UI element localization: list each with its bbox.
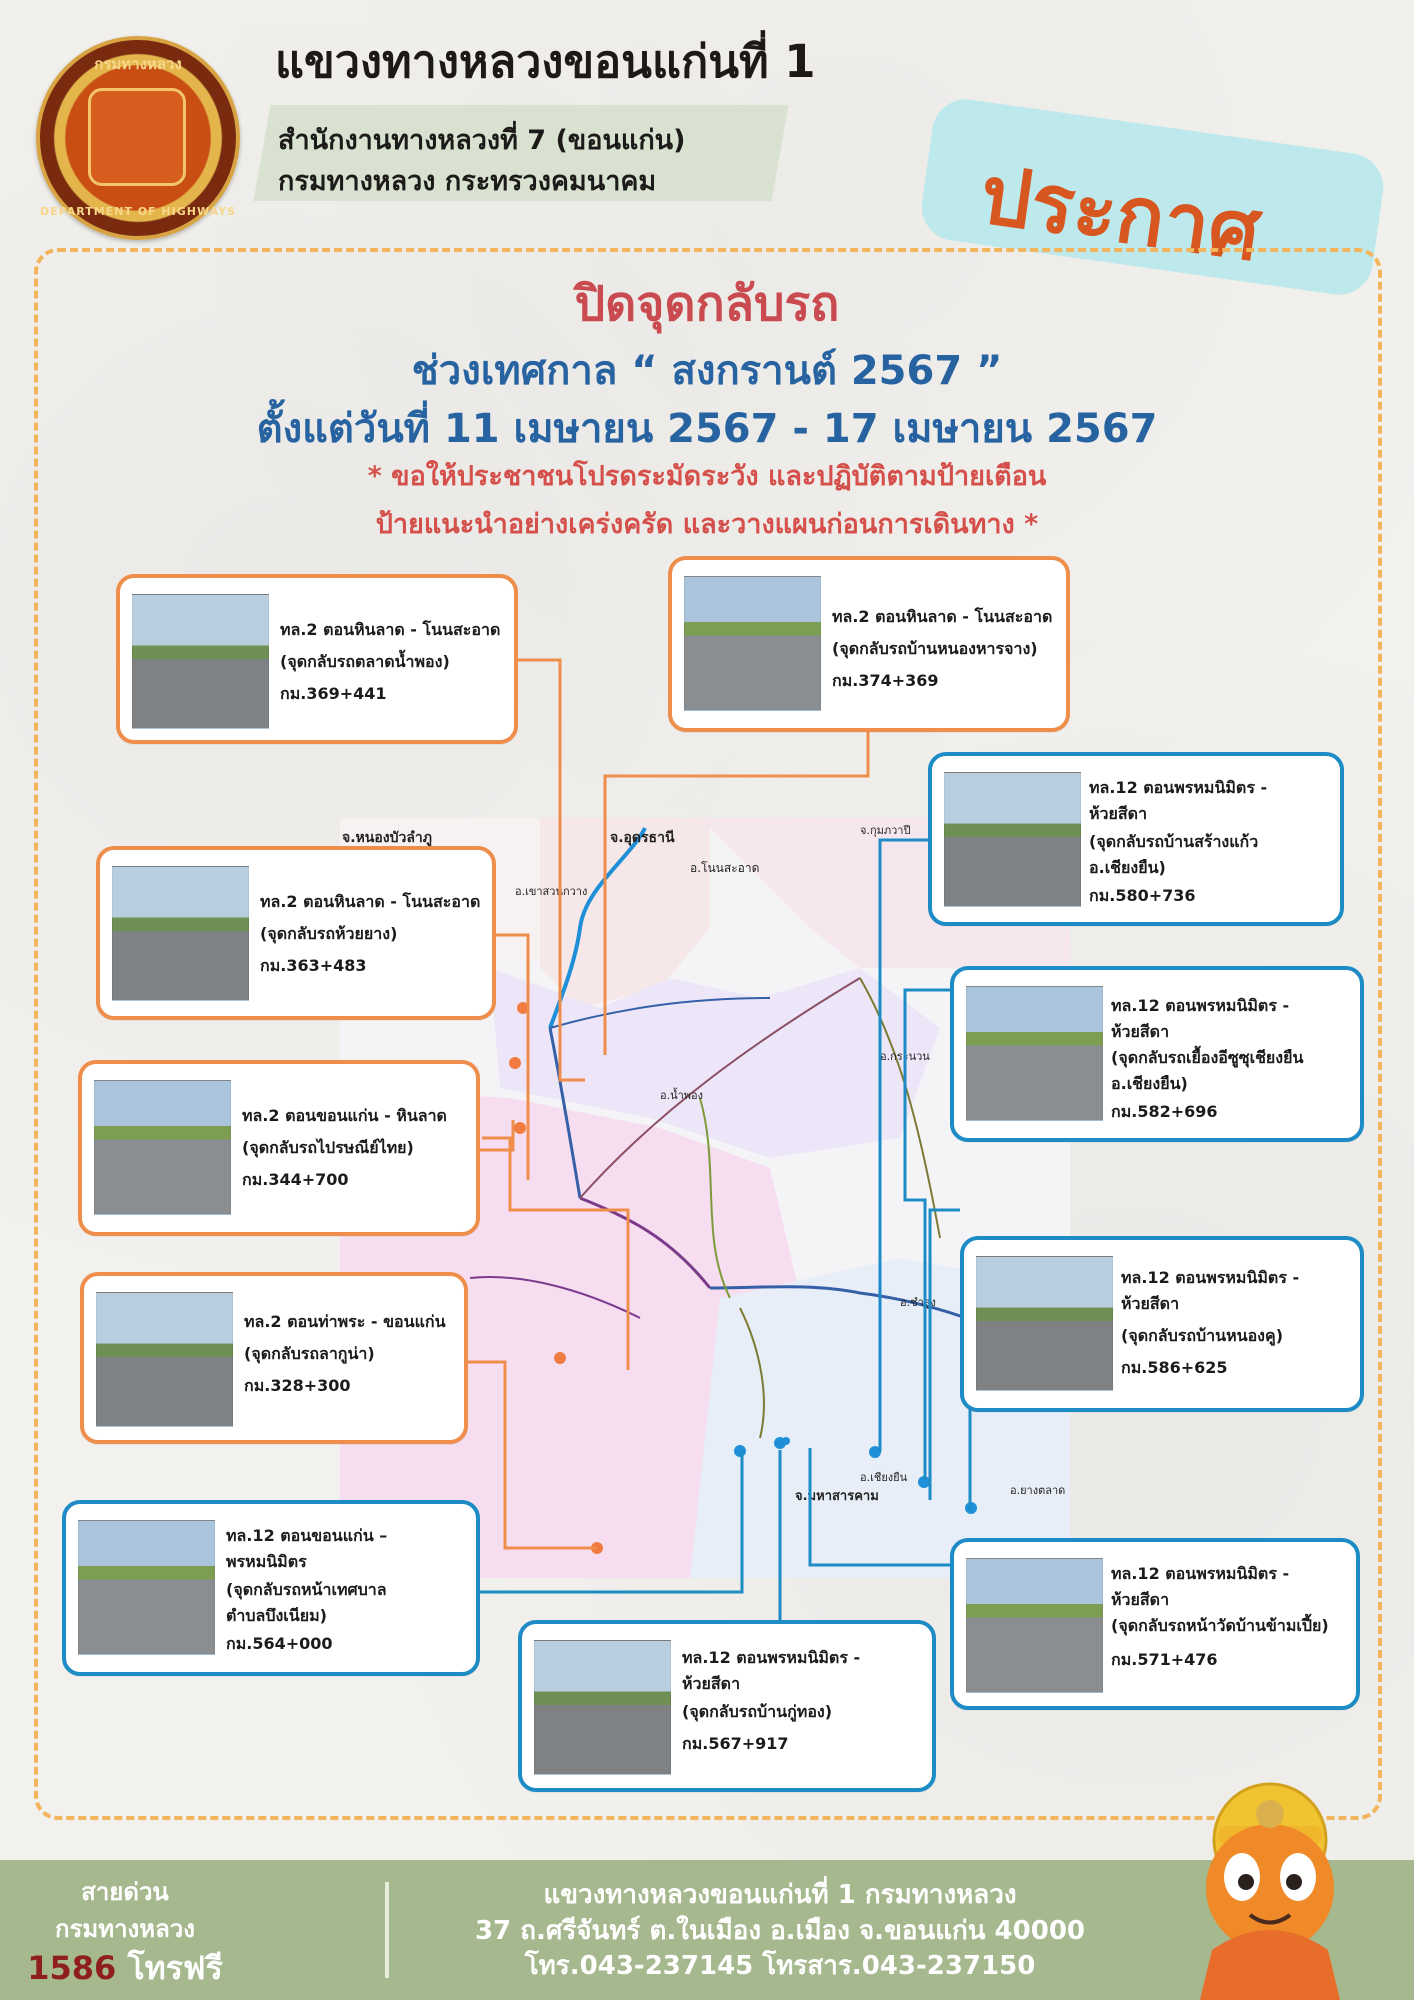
card-4-line-3: กม.344+700 xyxy=(242,1170,349,1189)
card-8-line-2: ห้วยสีดา xyxy=(1121,1294,1180,1313)
connector-2 xyxy=(605,728,868,1055)
card-5-line-1: ทล.2 ตอนท่าพระ - ขอนแก่น xyxy=(244,1312,446,1331)
map-label-11: จ.มหาสารคาม xyxy=(795,1489,879,1504)
map-label-10: อ.ยางตลาด xyxy=(1010,1484,1066,1497)
card-10-line-2: ห้วยสีดา xyxy=(682,1674,741,1693)
logo-bottom-text: DEPARTMENT OF HIGHWAYS xyxy=(40,205,236,218)
uturn-photo-7 xyxy=(966,986,1103,1121)
connector-4 xyxy=(478,1120,513,1150)
card-7-line-4: อ.เชียงยืน) xyxy=(1111,1074,1188,1093)
uturn-photo-5 xyxy=(96,1292,233,1427)
card-6-line-2: ห้วยสีดา xyxy=(1089,804,1148,823)
map-label-4: อ.เขาสวนกวาง xyxy=(515,885,588,898)
map-label-5: จ.กุมภวาปี xyxy=(860,824,911,837)
card-1-line-3: กม.369+441 xyxy=(280,684,387,703)
uturn-card-10[interactable] xyxy=(518,1620,936,1792)
card-10-line-4: กม.567+917 xyxy=(682,1734,789,1753)
card-9-line-2: พรหมนิมิตร xyxy=(226,1552,307,1571)
uturn-card-4[interactable] xyxy=(78,1060,480,1236)
card-2-line-3: กม.374+369 xyxy=(832,671,939,690)
uturn-photo-9 xyxy=(78,1520,215,1655)
connector-5 xyxy=(482,1138,628,1370)
map-label-9: อ.เชียงยืน xyxy=(860,1471,908,1484)
card-3-line-2: (จุดกลับรถห้วยยาง) xyxy=(260,924,398,943)
card-10-line-3: (จุดกลับรถบ้านกู่ทอง) xyxy=(682,1702,833,1721)
hotline-label-1: สายด่วน xyxy=(81,1878,169,1906)
card-6-line-3: (จุดกลับรถบ้านสร้างแก้ว xyxy=(1089,832,1259,851)
card-7-line-3: (จุดกลับรถเยื้องอีซูซุเชียงยืน xyxy=(1111,1048,1304,1067)
uturn-card-3[interactable] xyxy=(96,846,496,1020)
notice-subtitle-1: ช่วงเทศกาล “ สงกรานต์ 2567 ” xyxy=(411,348,1003,394)
footer-divider xyxy=(385,1882,389,1978)
card-5-line-3: กม.328+300 xyxy=(244,1376,351,1395)
card-11-line-1: ทล.12 ตอนพรหมนิมิตร - xyxy=(1111,1564,1290,1583)
card-11-line-2: ห้วยสีดา xyxy=(1111,1590,1170,1609)
connector-8 xyxy=(905,990,950,1480)
office-line-2: 37 ถ.ศรีจันทร์ ต.ในเมือง อ.เมือง จ.ขอนแก่น 40000 xyxy=(474,1916,1086,1946)
uturn-card-9[interactable] xyxy=(62,1500,480,1676)
connector-6 xyxy=(468,1362,597,1548)
uturn-photo-3 xyxy=(112,866,249,1001)
card-3-line-1: ทล.2 ตอนหินลาด - โนนสะอาด xyxy=(260,892,481,911)
subtitle-line-1: สำนักงานทางหลวงที่ 7 (ขอนแก่น) xyxy=(278,125,686,156)
card-5-line-2: (จุดกลับรถลากูน่า) xyxy=(244,1344,375,1363)
card-2-line-1: ทล.2 ตอนหินลาด - โนนสะอาด xyxy=(832,607,1053,626)
card-7-line-5: กม.582+696 xyxy=(1111,1102,1218,1121)
map-label-6: อ.กระนวน xyxy=(880,1050,930,1063)
hotline-free-text: โทรฟรี xyxy=(116,1949,223,1987)
connector-9 xyxy=(930,1210,960,1500)
uturn-photo-2 xyxy=(684,576,821,711)
card-3-line-3: กม.363+483 xyxy=(260,956,367,975)
card-6-line-4: อ.เชียงยืน) xyxy=(1089,858,1166,877)
map-label-3: อ.โนนสะอาด xyxy=(690,861,760,875)
announcement-text: ประกาศ xyxy=(974,146,1267,280)
card-1-line-2: (จุดกลับรถตลาดน้ำพอง) xyxy=(280,652,450,671)
hotline-label-2: กรมทางหลวง xyxy=(55,1915,195,1943)
card-8-line-3: (จุดกลับรถบ้านหนองคู) xyxy=(1121,1326,1284,1345)
mascot-body xyxy=(1200,1930,1340,2000)
hotline-number-line xyxy=(0,1943,250,1994)
uturn-card-8[interactable] xyxy=(960,1236,1364,1412)
connector-10 xyxy=(480,1450,742,1592)
uturn-card-11[interactable] xyxy=(950,1538,1360,1710)
map-label-8: อ.ซำสูง xyxy=(900,1296,936,1309)
uturn-photo-1 xyxy=(132,594,269,729)
map-label-7: อ.น้ำพอง xyxy=(660,1089,704,1102)
mascot-left-pupil xyxy=(1238,1874,1254,1890)
card-7-line-1: ทล.12 ตอนพรหมนิมิตร - xyxy=(1111,996,1290,1015)
card-9-line-4: ตำบลบึงเนียม) xyxy=(226,1606,327,1625)
card-6-line-1: ทล.12 ตอนพรหมนิมิตร - xyxy=(1089,778,1268,797)
card-4-line-1: ทล.2 ตอนขอนแก่น - หินลาด xyxy=(242,1106,447,1125)
mascot-illustration xyxy=(1140,1740,1400,2000)
card-8-line-4: กม.586+625 xyxy=(1121,1358,1228,1377)
uturn-card-7[interactable] xyxy=(950,966,1364,1142)
uturn-card-1[interactable] xyxy=(116,574,518,744)
uturn-card-5[interactable] xyxy=(80,1272,468,1444)
uturn-photo-10 xyxy=(534,1640,671,1775)
notice-subtitle-2: ตั้งแต่วันที่ 11 เมษายน 2567 - 17 เมษายน 2567 xyxy=(256,406,1158,452)
card-8-line-1: ทล.12 ตอนพรหมนิมิตร - xyxy=(1121,1268,1300,1287)
uturn-card-6[interactable] xyxy=(928,752,1344,926)
map-label-2: จ.อุดรธานี xyxy=(610,830,675,846)
notice-title: ปิดจุดกลับรถ xyxy=(574,276,840,332)
hotline-number: 1586 xyxy=(27,1949,117,1987)
card-4-line-2: (จุดกลับรถไปรษณีย์ไทย) xyxy=(242,1138,414,1157)
card-1-line-1: ทล.2 ตอนหินลาด - โนนสะอาด xyxy=(280,620,501,639)
mascot-helmet-badge xyxy=(1256,1800,1284,1828)
card-9-line-1: ทล.12 ตอนขอนแก่น – xyxy=(226,1526,388,1545)
card-10-line-1: ทล.12 ตอนพรหมนิมิตร - xyxy=(682,1648,861,1667)
page-title: แขวงทางหลวงขอนแก่นที่ 1 xyxy=(275,35,816,88)
uturn-photo-8 xyxy=(976,1256,1113,1391)
card-11-line-4: กม.571+476 xyxy=(1111,1650,1218,1669)
card-2-line-2: (จุดกลับรถบ้านหนองหารจาง) xyxy=(832,639,1038,658)
uturn-card-2[interactable] xyxy=(668,556,1070,732)
office-line-1: แขวงทางหลวงขอนแก่นที่ 1 กรมทางหลวง xyxy=(543,1880,1017,1910)
card-11-line-3: (จุดกลับรถหน้าวัดบ้านข้ามเปี้ย) xyxy=(1111,1616,1329,1635)
uturn-photo-6 xyxy=(944,772,1081,907)
card-9-line-5: กม.564+000 xyxy=(226,1634,333,1653)
office-line-3: โทร.043-237145 โทรสาร.043-237150 xyxy=(524,1951,1036,1981)
card-7-line-2: ห้วยสีดา xyxy=(1111,1022,1170,1041)
subtitle-line-2: กรมทางหลวง กระทรวงคมนาคม xyxy=(278,166,657,197)
mascot-right-pupil xyxy=(1286,1874,1302,1890)
card-9-line-3: (จุดกลับรถหน้าเทศบาล xyxy=(226,1580,387,1599)
warning-line-1: * ขอให้ประชาชนโปรดระมัดระวัง และปฏิบัติตามป้ายเตือน xyxy=(367,461,1047,492)
card-6-line-5: กม.580+736 xyxy=(1089,886,1196,905)
warning-line-2: ป้ายแนะนำอย่างเคร่งครัด และวางแผนก่อนการเดินทาง * xyxy=(375,509,1039,540)
uturn-photo-4 xyxy=(94,1080,231,1215)
logo-top-text: กรมทางหลวง xyxy=(94,55,182,73)
map-label-1: จ.หนองบัวลำภู xyxy=(342,830,432,846)
uturn-photo-11 xyxy=(966,1558,1103,1693)
